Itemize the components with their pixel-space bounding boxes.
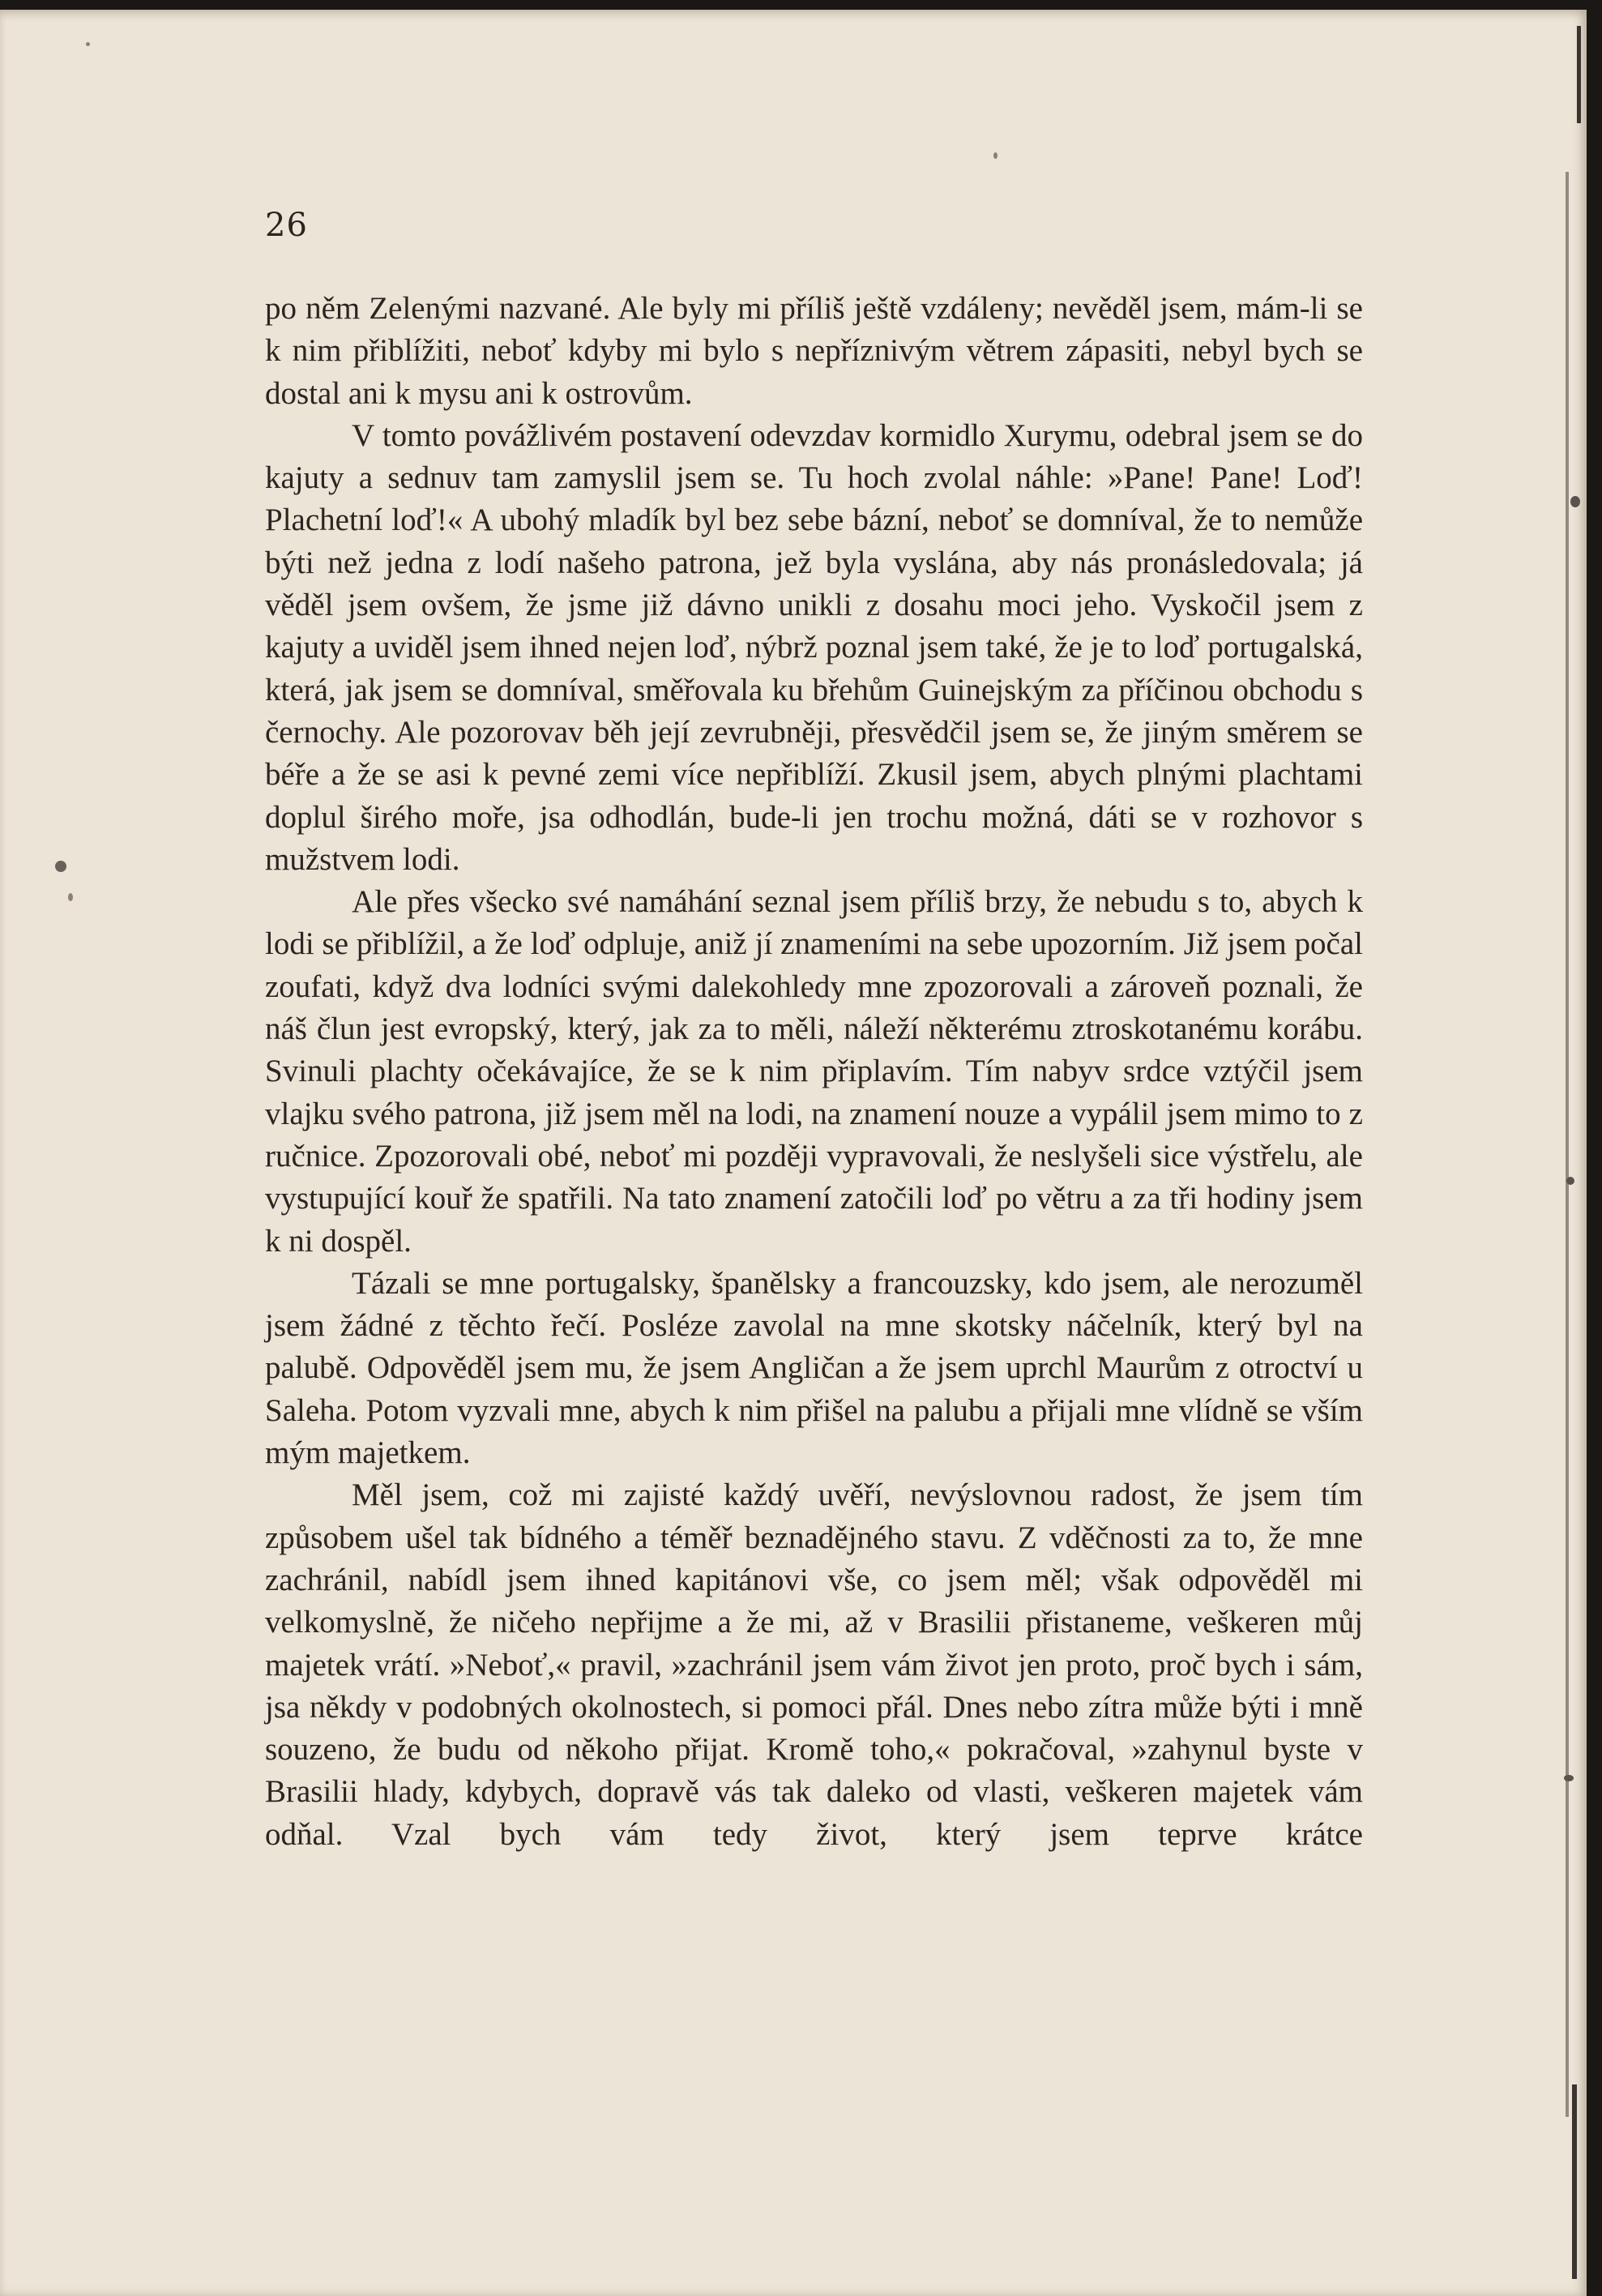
- paragraph: Měl jsem, což mi zajisté každý uvěří, nevýslovnou radost, že jsem tím způsobem ušel tak bídného a téměř beznadějného stavu. Z vděčnosti za to, že mne zachránil, nabídl jsem ihned kapitánovi vše, co jsem měl; však odpověděl mi velkomyslně, že ničeho nepřijme a že mi, až v Brasilii přistaneme, veškeren můj majetek vrátí. »Neboť,« pravil, »zachránil jsem vám život jen proto, proč bych i sám, jsa někdy v podobných okolnostech, si pomoci přál. Dnes nebo zítra může býti i mně souzeno, že budu od někoho přijat. Kromě toho,« pokračoval, »zahynul byste v Brasilii hlady, kdybych, dopravě vás tak daleko od vlasti, veškeren majetek vám odňal. Vzal bych vám tedy život, který jsem teprve krátce: [265, 1477, 1363, 1852]
- scan-speck: [1570, 496, 1580, 507]
- binding-edge-mark: [1572, 2084, 1577, 2279]
- paragraph: Tázali se mne portugalsky, španělsky a francouzsky, kdo jsem, ale nerozuměl jsem žádné z těchto řečí. Posléze zavolal na mne skotsky náčelník, který byl na palubě. Odpověděl jsem mu, že jsem Angličan a že jsem uprchl Maurům z otroctví u Saleha. Potom vyzvali mne, abych k nim přišel na palubu a přijali mne vlídně se vším mým majetkem.: [265, 1265, 1363, 1471]
- binding-edge-mark: [1577, 26, 1581, 123]
- scan-speck: [1564, 1775, 1574, 1781]
- book-page: [0, 10, 1587, 2296]
- scan-speck: [1566, 1177, 1574, 1185]
- paragraph: V tomto povážlivém postavení odevzdav kormidlo Xurymu, odebral jsem se do kajuty a sednuv tam zamyslil jsem se. Tu hoch zvolal náhle: »Pane! Pane! Loď! Plachetní loď!« A ubohý mladík byl bez sebe bázní, neboť se domníval, že to nemůže býti než jedna z lodí našeho patrona, jež byla vyslána, aby nás pronásledovala; já věděl jsem ovšem, že jsme již dávno unikli z dosahu moci jeho. Vyskočil jsem z kajuty a uviděl jsem ihned nejen loď, nýbrž poznal jsem také, že je to loď portugalská, která, jak jsem se domníval, směřovala ku břehům Guinejským za příčinou obchodu s černochy. Ale pozorovav běh její zevrubněji, přesvědčil jsem se, že jiným směrem se béře a že se asi k pevné zemi více nepřiblíží. Zkusil jsem, abych plnými plachtami doplul širého moře, jsa odhodlán, bude-li jen trochu možná, dáti se v rozhovor s mužstvem lodi.: [265, 417, 1363, 877]
- page-number: 26: [265, 207, 308, 244]
- paragraph: po něm Zelenými nazvané. Ale byly mi příliš ještě vzdáleny; nevěděl jsem, mám-li se k nim přiblížiti, neboť kdyby mi bylo s nepříznivým větrem zápasiti, nebyl bych se dostal ani k mysu ani k ostrovům.: [265, 291, 1363, 411]
- binding-edge-mark: [1566, 172, 1569, 2117]
- paragraph: Ale přes všecko své namáhání seznal jsem příliš brzy, že nebudu s to, abych k lodi se přiblížil, a že loď odpluje, aniž jí znameními na sebe upozorním. Již jsem počal zoufati, když dva lodníci svými dalekohledy mne zpozorovali a zároveň poznali, že náš člun jest evropský, který, jak za to měli, náleží některému ztroskotanému korábu. Svinuli plachty očekávajíce, že se k nim připlavím. Tím nabyv srdce vztýčil jsem vlajku svého patrona, již jsem měl na lodi, na znamení nouze a vypálil jsem mimo to z ručnice. Zpozorovali obé, neboť mi později vypravovali, že neslyšeli sice výstřelu, ale vystupující kouř že spatřili. Na tato znamení zatočili loď po větru a za tři hodiny jsem k ni dospěl.: [265, 884, 1363, 1259]
- scan-speck: [55, 861, 66, 872]
- body-text: [265, 288, 1363, 1856]
- scan-speck: [993, 152, 998, 159]
- scan-speck: [86, 42, 90, 46]
- scan-speck: [68, 893, 73, 901]
